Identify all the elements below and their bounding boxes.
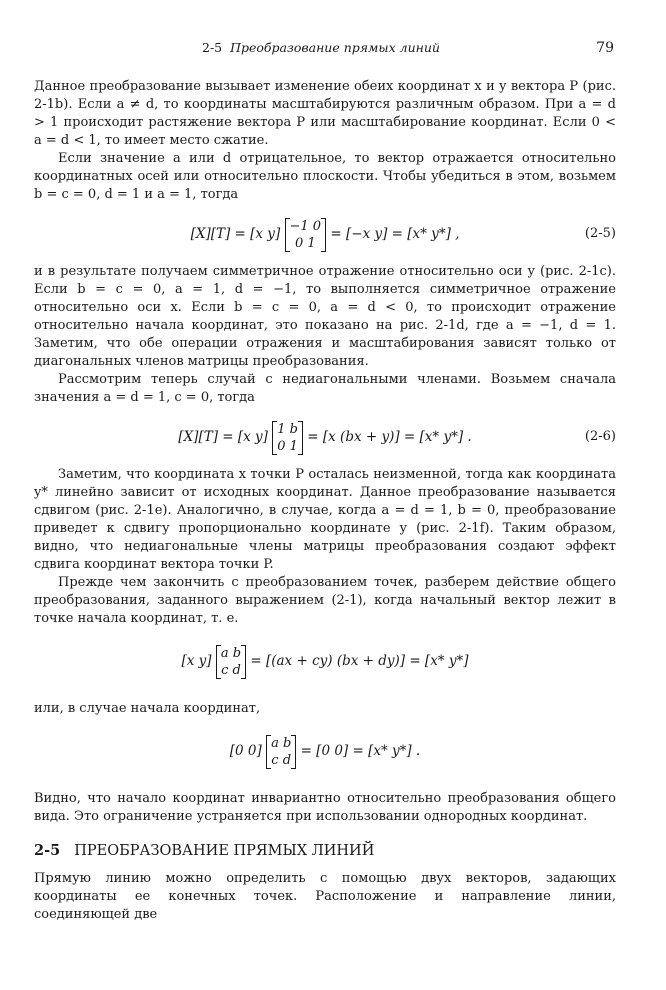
eq8-matrix-row-1: a b [271,735,292,751]
eq8-matrix [266,735,296,769]
eq7-rhs: = [(ax + cy) (bx + dy)] = [x* y*] [250,653,469,669]
eq5-matrix [285,218,327,252]
eq8-rhs: = [0 0] = [x* y*] . [300,743,421,759]
body-text [34,78,616,924]
paragraph-general-transform: Прежде чем закончить с преобразованием точек, разберем действие общего преобразования, заданного выражением (2-1), когда начальный вектор лежит в точке начала координат, т. е. [34,575,616,626]
eq6-matrix-row-2: 0 1 [277,438,298,454]
eq7-matrix [216,645,246,679]
equation-2-6 [34,416,616,458]
section-heading-number: 2-5 [34,842,61,859]
eq6-matrix [272,421,303,455]
paragraph-shear: Заметим, что координата x точки P осталась неизменной, тогда как координата y* линейно зависит от исходных координат. Данное преобразование называется сдвигом (рис. 2-1e). Аналогично, в случае, когда a = d = 1, b = 0, преобразование приведет к сдвигу пропорционально координате y (рис. 2-1f). Таким образом, видно, что недиагональные члены матрицы преобразования создают эффект сдвига координат вектора точки P. [34,467,616,572]
paragraph-reflection: Если значение a или d отрицательное, то вектор отражается относительно координатных осей или относительно плоскости. Чтобы убедиться в этом, возьмем b = c = 0, d = 1 и a = 1, тогда [34,151,616,202]
running-head-section-title: Преобразование прямых линий [230,40,440,55]
section-heading [34,842,616,860]
paragraph-origin-invariant: Видно, что начало координат инвариантно относительно преобразования общего вида. Это ограничение устраняется при использовании однородных координат. [34,791,616,824]
running-head-section-number: 2-5 [202,40,223,55]
eq5-matrix-row-2: 0 1 [294,235,316,251]
paragraph-origin-case: или, в случае начала координат, [34,701,261,716]
paragraph-line-definition: Прямую линию можно определить с помощью двух векторов, задающих координаты ее конечных точек. Расположение и направление линии, соединяющей две [34,871,616,922]
eq8-lhs: [0 0] [229,743,262,759]
equation-general [34,640,616,686]
running-head-title [202,40,440,55]
paragraph-off-diagonal: Рассмотрим теперь случай с недиагональными членами. Возьмем сначала значения a = d = 1, c = 0, тогда [34,372,616,405]
eq5-lhs: [X][T] = [x y] [190,226,281,242]
eq7-matrix-row-1: a b [220,645,242,661]
eq6-number: (2-6) [584,429,616,444]
eq5-matrix-row-1: −1 0 [289,218,322,234]
eq7-lhs: [x y] [181,653,212,669]
eq5-number: (2-5) [584,226,616,241]
eq8-matrix-row-2: c d [271,752,292,768]
section-heading-title: ПРЕОБРАЗОВАНИЕ ПРЯМЫХ ЛИНИЙ [74,843,375,859]
eq6-lhs: [X][T] = [x y] [178,429,268,445]
page-number: 79 [596,40,614,56]
eq7-matrix-row-2: c d [221,662,241,678]
running-head [0,40,666,60]
eq6-rhs: = [x (bx + y)] = [x* y*] . [307,429,472,445]
eq5-rhs: = [−x y] = [x* y*] , [330,226,460,242]
equation-origin [34,730,616,776]
eq6-matrix-row-1: 1 b [277,421,298,437]
paragraph-scaling: Данное преобразование вызывает изменение обеих координат x и y вектора P (рис. 2-1b). Если a ≠ d, то координаты масштабируются различным образом. При a = d > 1 происходит растяжение вектора P или масштабирование координат. Если 0 < a = d < 1, то имеет место сжатие. [34,79,616,148]
equation-2-5 [34,213,616,255]
paragraph-reflection-result: и в результате получаем симметричное отражение относительно оси y (рис. 2-1c). Если b = c = 0, a = 1, d = −1, то выполняется симметричное отражение относительно оси x. Если b = c = 0, a = d < 0, то происходит отражение относительно начала координат, это показано на рис. 2-1d, где a = −1, d = 1. Заметим, что обе операции отражения и масштабирования зависят только от диагональных членов матрицы преобразования. [34,264,616,369]
